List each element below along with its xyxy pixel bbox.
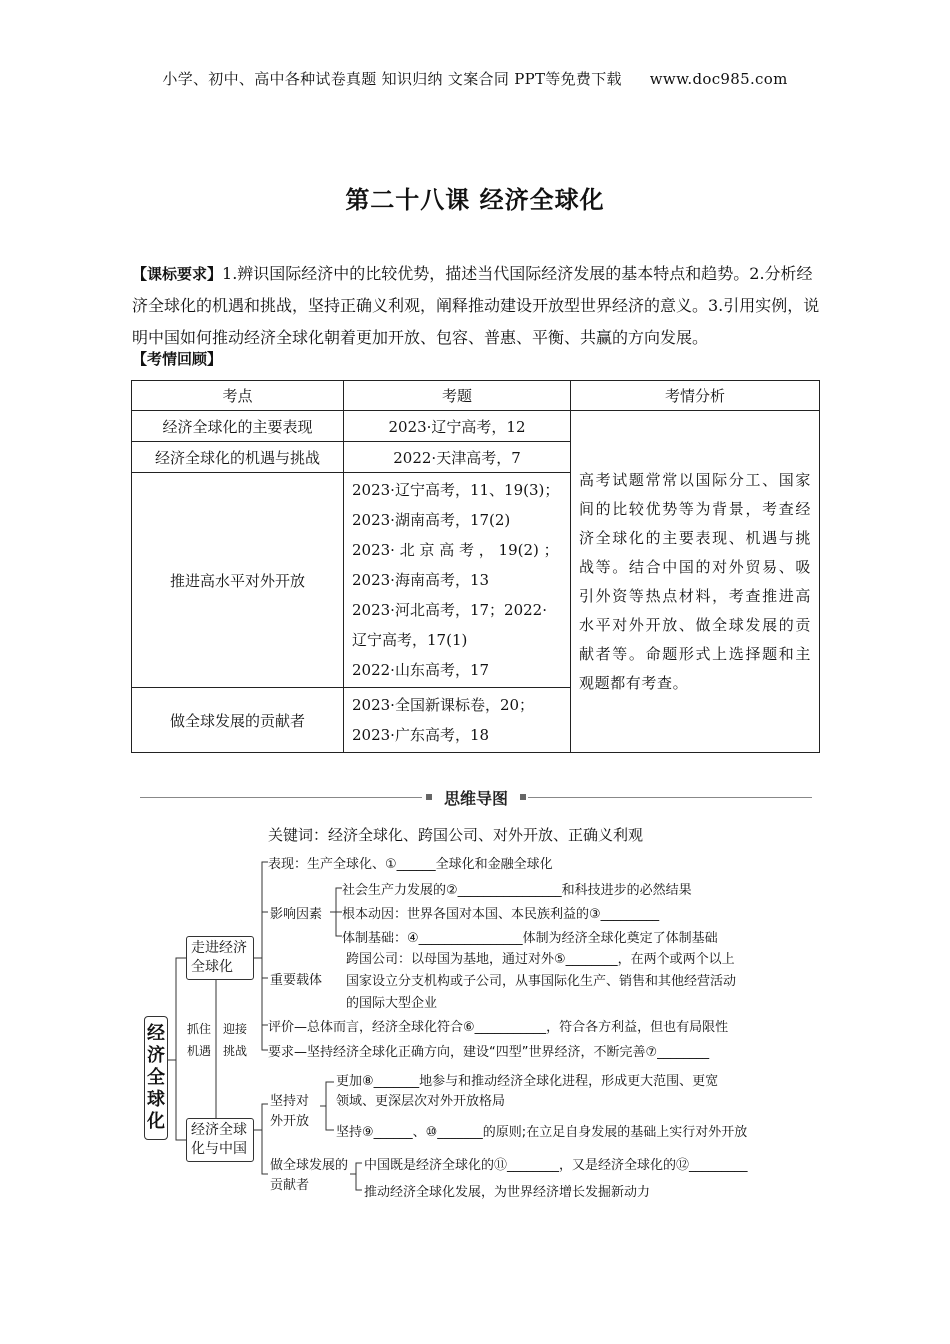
question-line: 2023·湖南高考，17(2) <box>352 511 511 529</box>
header-url[interactable]: www.doc985.com <box>649 70 788 88</box>
node-opening-label: 坚持对外开放 <box>270 1094 310 1129</box>
page-title: 第二十八课 经济全球化 <box>345 186 605 214</box>
question-line: 2023·河北高考，17；2022· <box>352 601 547 619</box>
node-evaluation: 评价—总体而言，经济全球化符合⑥___________，符合各方利益，但也有局限性 <box>268 1020 729 1035</box>
question-line: 2023·辽宁高考，11、19(3)； <box>352 481 560 499</box>
node-contributor-label: 做全球发展的贡献者 <box>270 1158 349 1193</box>
question-line: 2022·山东高考，17 <box>352 661 490 679</box>
node-carrier-label: 重要载体 <box>270 973 323 988</box>
exam-review-label: 【考情回顾】 <box>132 350 223 368</box>
table-header: 考点 <box>132 381 344 411</box>
exam-point: 推进高水平对外开放 <box>132 473 344 688</box>
question-line: 2023·海南高考，13 <box>352 571 490 589</box>
table-header: 考题 <box>344 381 571 411</box>
exam-point: 经济全球化的机遇与挑战 <box>132 442 344 473</box>
mindmap-keywords: 关键词：经济全球化、跨国公司、对外开放、正确义利观 <box>268 826 644 844</box>
exam-point: 做全球发展的贡献者 <box>132 688 344 753</box>
opening-line: 更加⑧_______地参与和推动经济全球化进程，形成更大范围、更宽 <box>336 1074 719 1089</box>
opening-line: 领域、更深层次对外开放格局 <box>336 1094 506 1109</box>
mindmap-root <box>144 1016 168 1140</box>
root-label: 经济全球化 <box>147 1023 165 1132</box>
question-line: 2023· 北 京 高 考 ， 19(2) ； <box>352 541 559 559</box>
node-manifestation: 表现：生产全球化、①______全球化和金融全球化 <box>268 857 553 872</box>
node-carrier <box>346 949 736 1015</box>
node-contributor: 推动经济全球化发展，为世界经济增长发掘新动力 <box>364 1185 651 1200</box>
exam-point: 经济全球化的主要表现 <box>132 411 344 442</box>
carrier-line: 跨国公司：以母国为基地，通过对外⑤________，在两个或两个以上 <box>346 952 735 967</box>
node-factor: 根本动因：世界各国对本国、本民族利益的③_________ <box>342 907 660 922</box>
carrier-line: 国家设立分支机构或子公司，从事国际化生产、销售和其他经营活动 <box>346 974 737 989</box>
exam-questions: 2023·辽宁高考，12 <box>344 411 571 442</box>
carrier-line: 的国际大型企业 <box>346 996 438 1011</box>
link-label-left: 抓住机遇 <box>186 1022 211 1058</box>
exam-questions: 2022·天津高考，7 <box>344 442 571 473</box>
requirements-label: 【课标要求】 <box>132 265 223 283</box>
node-factor: 体制基础：④________________体制为经济全球化奠定了体制基础 <box>342 931 718 946</box>
requirements-text: 1.辨识国际经济中的比较优势，描述当代国际经济发展的基本特点和趋势。2.分析经济全球化的机遇和挑战，坚持正确义利观，阐释推动建设开放型世界经济的意义。3.引用实例，说明中国如何推动经济全球化朝着更加开放、包容、普惠、平衡、共赢的方向发展。 <box>132 264 820 347</box>
question-line: 辽宁高考，17(1) <box>352 631 468 649</box>
question-line: 2023·广东高考，18 <box>352 726 490 744</box>
node-factor: 社会生产力发展的②________________和科技进步的必然结果 <box>342 883 692 898</box>
node-opening <box>336 1072 718 1112</box>
node-factors-label: 影响因素 <box>270 907 323 922</box>
mindmap-title: 思维导图 <box>443 789 508 808</box>
branch-globalization: 走进经济全球化 <box>186 936 254 980</box>
node-contributor: 中国既是经济全球化的⑪________，又是经济全球化的⑫_________ <box>364 1158 748 1173</box>
node-opening-principle: 坚持⑨______、⑩_______的原则;在立足自身发展的基础上实行对外开放 <box>336 1125 748 1140</box>
table-header: 考情分析 <box>571 381 820 411</box>
question-line: 2023·全国新课标卷，20； <box>352 696 535 714</box>
node-requirement: 要求—坚持经济全球化正确方向，建设“四型”世界经济，不断完善⑦________ <box>268 1045 710 1060</box>
header-text: 小学、初中、高中各种试卷真题 知识归纳 文案合同 PPT等免费下载 <box>162 70 622 88</box>
exam-analysis: 高考试题常常以国际分工、国家间的比较优势等为背景，考查经济全球化的主要表现、机遇与挑战等。结合中国的对外贸易、吸引外资等热点材料，考查推进高水平对外开放、做全球发展的贡献者等。命题形式上选择题和主观题都有考查。 <box>571 411 820 753</box>
branch-china: 经济全球化与中国 <box>186 1118 254 1162</box>
link-label-right: 迎接挑战 <box>222 1022 247 1058</box>
